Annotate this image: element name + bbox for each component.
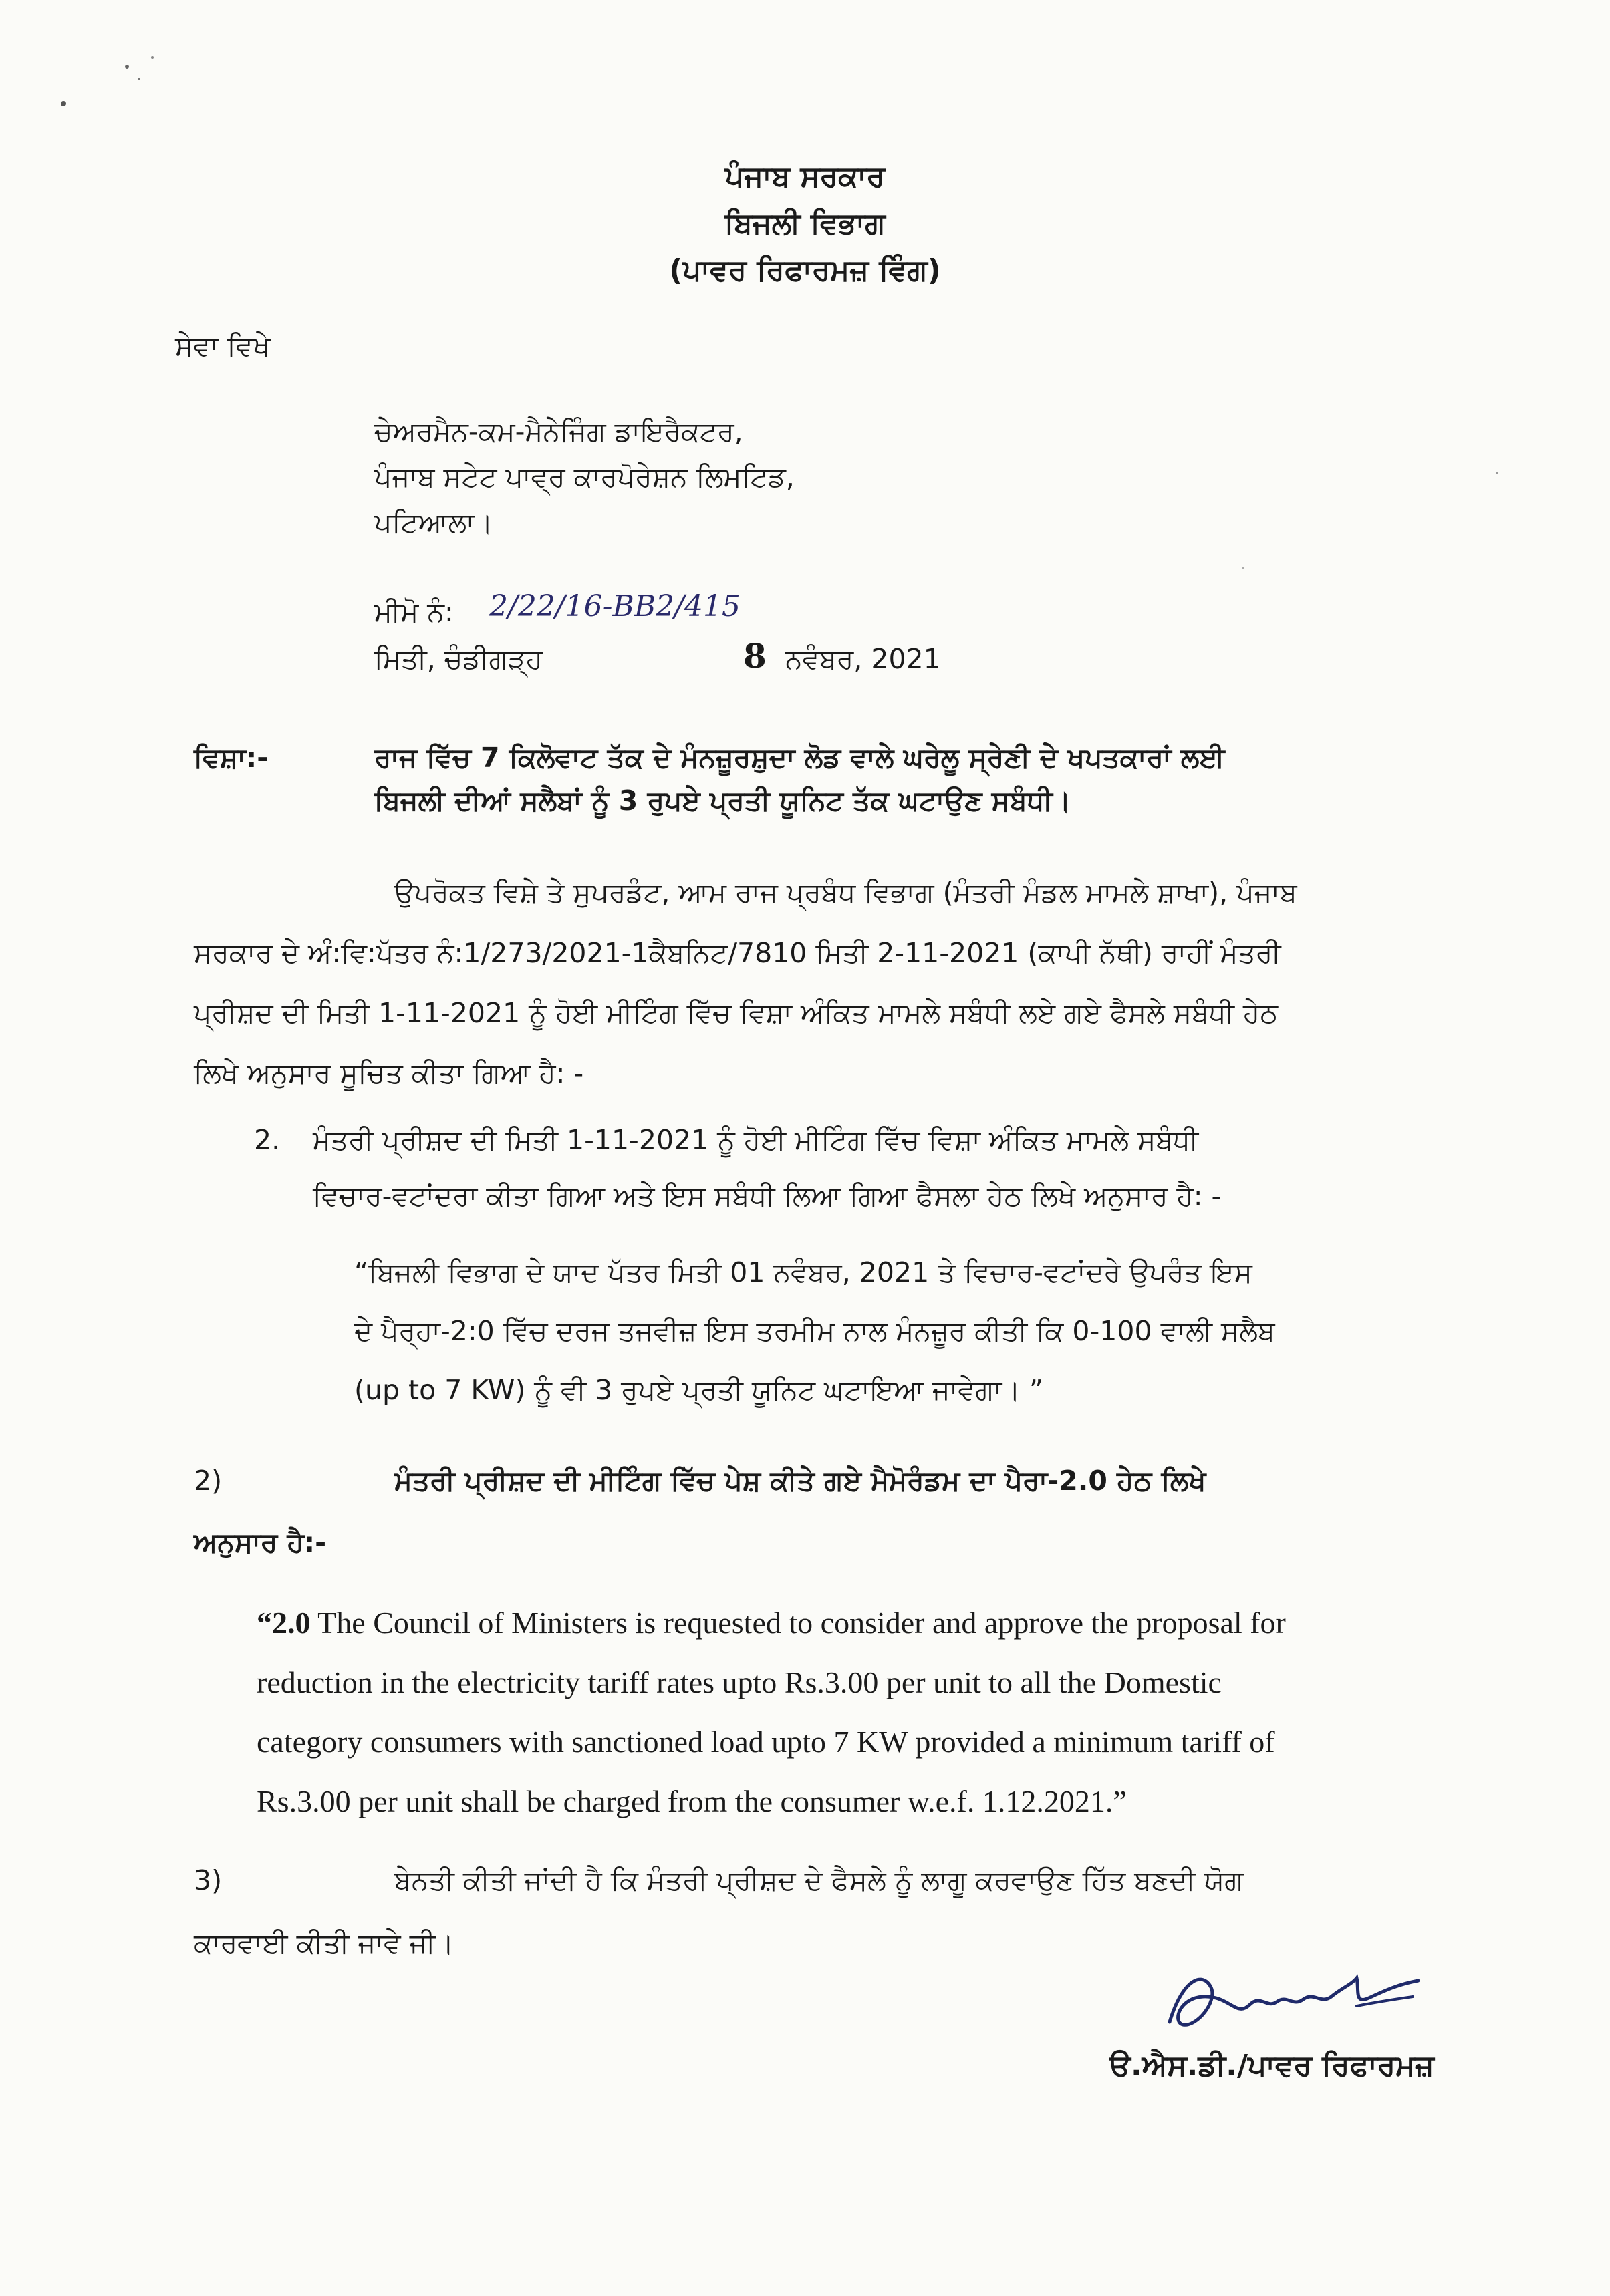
memo-date: ਨਵੰਬਰ, 2021	[785, 643, 941, 675]
quote2-line-4: Rs.3.00 per unit shall be charged from the consumer w.e.f. 1.12.2021.”	[257, 1784, 1127, 1818]
memo-number-handwritten: 2/22/16-BB2/415	[489, 589, 741, 623]
point2-line-1: ਮੰਤਰੀ ਪ੍ਰੀਸ਼ਦ ਦੀ ਮੀਟਿੰਗ ਵਿੱਚ ਪੇਸ਼ ਕੀਤੇ ਗਏ ਮੈਮੋਰੰਡਮ ਦਾ ਪੈਰਾ-2.0 ਹੇਠ ਲਿਖੇ	[394, 1465, 1206, 1497]
quote2-line-1-text: The Council of Ministers is requested to consider and approve the proposal for	[317, 1606, 1286, 1640]
point2-line-2: ਅਨੁਸਾਰ ਹੈ:-	[194, 1526, 327, 1558]
quote2-line-2: reduction in the electricity tariff rates upto Rs.3.00 per unit to all the Domestic	[257, 1665, 1222, 1699]
quote2-line-1	[257, 1593, 1286, 1653]
header-wing: (ਪਾਵਰ ਰਿਫਾਰਮਜ਼ ਵਿੰਗ)	[669, 253, 941, 287]
subject-line-1: ਰਾਜ ਵਿੱਚ 7 ਕਿਲੋਵਾਟ ਤੱਕ ਦੇ ਮੰਨਜ਼ੂਰਸ਼ੁਦਾ ਲੋਡ ਵਾਲੇ ਘਰੇਲੂ ਸ੍ਰੇਣੀ ਦੇ ਖਪਤਕਾਰਾਂ ਲਈ	[374, 742, 1225, 774]
addressee-line-3: ਪਟਿਆਲਾ।	[374, 507, 493, 539]
item2-line-2: ਵਿਚਾਰ-ਵਟਾਂਦਰਾ ਕੀਤਾ ਗਿਆ ਅਤੇ ਇਸ ਸਬੰਧੀ ਲਿਆ ਗਿਆ ਫੈਸਲਾ ਹੇਠ ਲਿਖੇ ਅਨੁਸਾਰ ਹੈ: -	[313, 1180, 1222, 1212]
header-department: ਬਿਜਲੀ ਵਿਭਾਗ	[724, 206, 886, 241]
header-government: ਪੰਜਾਬ ਸਰਕਾਰ	[725, 160, 885, 194]
addressee-line-2: ਪੰਜਾਬ ਸਟੇਟ ਪਾਵ੍ਰ ਕਾਰਪੋਰੇਸ਼ਨ ਲਿਮਟਿਡ,	[374, 461, 795, 493]
signatory-designation: ੳ.ਐਸ.ਡੀ./ਪਾਵਰ ਰਿਫਾਰਮਜ਼	[1109, 2049, 1434, 2083]
subject-label: ਵਿਸ਼ਾ:-	[194, 742, 269, 774]
para1-line-2: ਸਰਕਾਰ ਦੇ ਅੰ:ਵਿ:ਪੱਤਰ ਨੰ:1/273/2021-1ਕੈਬਨਿਟ/7810 ਮਿਤੀ 2-11-2021 (ਕਾਪੀ ਨੱਥੀ) ਰਾਹੀਂ ਮੰਤਰੀ	[194, 937, 1281, 969]
point3-number: 3)	[194, 1864, 223, 1896]
memo-day-handwritten: 8	[743, 636, 767, 676]
para1-line-3: ਪ੍ਰੀਸ਼ਦ ਦੀ ਮਿਤੀ 1-11-2021 ਨੂੰ ਹੋਈ ਮੀਟਿੰਗ ਵਿੱਚ ਵਿਸ਼ਾ ਅੰਕਿਤ ਮਾਮਲੇ ਸਬੰਧੀ ਲਏ ਗਏ ਫੈਸਲੇ ਸਬੰਧੀ ਹੇਠ	[194, 997, 1279, 1029]
memo-label: ਮੀਮੋ ਨੰ:	[374, 596, 454, 628]
point3-line-2: ਕਾਰਵਾਈ ਕੀਤੀ ਜਾਵੇ ਜੀ।	[194, 1927, 454, 1959]
salutation: ਸੇਵਾ ਵਿਖੇ	[175, 330, 271, 362]
memo-place: ਮਿਤੀ, ਚੰਡੀਗੜ੍ਹ	[374, 643, 543, 675]
para1-line-4: ਲਿਖੇ ਅਨੁਸਾਰ ਸੂਚਿਤ ਕੀਤਾ ਗਿਆ ਹੈ: -	[194, 1057, 584, 1089]
quote1-line-1: “ਬਿਜਲੀ ਵਿਭਾਗ ਦੇ ਯਾਦ ਪੱਤਰ ਮਿਤੀ 01 ਨਵੰਬਰ, 2021 ਤੇ ਵਿਚਾਰ-ਵਟਾਂਦਰੇ ਉਪਰੰਤ ਇਸ	[354, 1256, 1252, 1288]
subject-line-2: ਬਿਜਲੀ ਦੀਆਂ ਸਲੈਬਾਂ ਨੂੰ 3 ਰੁਪਏ ਪ੍ਰਤੀ ਯੂਨਿਟ ਤੱਕ ਘਟਾਉਣ ਸਬੰਧੀ।	[374, 784, 1071, 817]
quote2-lead: “2.0	[257, 1606, 311, 1640]
quote1-line-2: ਦੇ ਪੈਰ੍ਹਾ-2:0 ਵਿੱਚ ਦਰਜ ਤਜਵੀਜ਼ ਇਸ ਤਰਮੀਮ ਨਾਲ ਮੰਨਜ਼ੂਰ ਕੀਤੀ ਕਿ 0-100 ਵਾਲੀ ਸਲੈਬ	[354, 1315, 1275, 1347]
quote2-line-3: category consumers with sanctioned load upto 7 KW provided a minimum tariff of	[257, 1725, 1275, 1759]
item2-line-1: ਮੰਤਰੀ ਪ੍ਰੀਸ਼ਦ ਦੀ ਮਿਤੀ 1-11-2021 ਨੂੰ ਹੋਈ ਮੀਟਿੰਗ ਵਿੱਚ ਵਿਸ਼ਾ ਅੰਕਿਤ ਮਾਮਲੇ ਸਬੰਧੀ	[313, 1124, 1199, 1156]
point3-line-1: ਬੇਨਤੀ ਕੀਤੀ ਜਾਂਦੀ ਹੈ ਕਿ ਮੰਤਰੀ ਪ੍ਰੀਸ਼ਦ ਦੇ ਫੈਸਲੇ ਨੂੰ ਲਾਗੂ ਕਰਵਾਉਣ ਹਿੱਤ ਬਣਦੀ ਯੋਗ	[394, 1864, 1244, 1896]
para1-line-1: ਉਪਰੋਕਤ ਵਿਸ਼ੇ ਤੇ ਸੁਪਰਡੰਟ, ਆਮ ਰਾਜ ਪ੍ਰਬੰਧ ਵਿਭਾਗ (ਮੰਤਰੀ ਮੰਡਲ ਮਾਮਲੇ ਸ਼ਾਖਾ), ਪੰਜਾਬ	[394, 877, 1297, 909]
item2-number: 2.	[254, 1124, 281, 1156]
quote1-line-3: (up to 7 KW) ਨੂੰ ਵੀ 3 ਰੁਪਏ ਪ੍ਰਤੀ ਯੂਨਿਟ ਘਟਾਇਆ ਜਾਵੇਗਾ। ”	[354, 1374, 1044, 1406]
handwritten-signature	[1156, 1958, 1437, 2045]
point2-number: 2)	[194, 1465, 223, 1497]
addressee-line-1: ਚੇਅਰਮੈਨ-ਕਮ-ਮੈਨੇਜਿੰਗ ਡਾਇਰੈਕਟਰ,	[374, 416, 743, 448]
